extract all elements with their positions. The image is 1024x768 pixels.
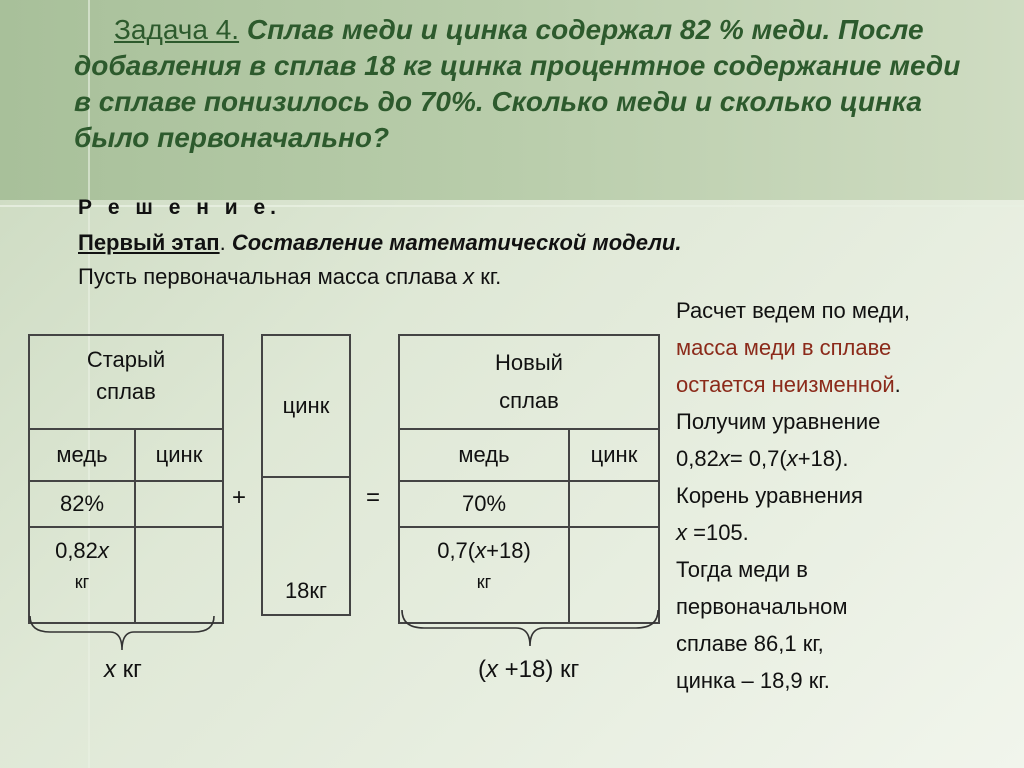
- old-mass-var: x: [97, 538, 109, 563]
- explanation-line-3: остается неизменной: [676, 372, 895, 397]
- new-copper-percent: 70%: [399, 481, 569, 527]
- root-var: x: [676, 520, 687, 545]
- explanation-line-1: Расчет ведем по меди,: [676, 298, 910, 323]
- old-zinc-header: цинк: [135, 429, 223, 481]
- zinc-mass: 18кг: [262, 477, 350, 615]
- old-zinc-mass: [135, 527, 223, 623]
- right-brace-open: (: [478, 656, 486, 683]
- stage-dot: .: [219, 230, 226, 255]
- solution-explanation: [676, 292, 1016, 699]
- eq-var1: x: [718, 446, 730, 471]
- old-copper-mass: [29, 527, 135, 623]
- left-brace-var: x: [104, 656, 116, 683]
- new-alloy-header-1: Новый: [495, 350, 563, 375]
- eq-var2: x: [786, 446, 798, 471]
- explanation-line-2: масса меди в сплаве: [676, 335, 892, 360]
- task-label: Задача 4.: [114, 14, 240, 45]
- new-mass-unit: кг: [476, 572, 492, 592]
- explanation-line-11: цинка – 18,9 кг.: [676, 668, 830, 693]
- explanation-line-10: сплаве 86,1 кг,: [676, 631, 824, 656]
- let-var: x: [463, 264, 475, 289]
- new-zinc-header: цинк: [569, 429, 659, 481]
- right-brace-label: [478, 656, 579, 684]
- new-alloy-table: [398, 334, 660, 624]
- left-brace-unit: кг: [116, 656, 142, 683]
- eq-c: +18).: [797, 446, 849, 471]
- right-brace-rest: +18) кг: [498, 656, 580, 683]
- explanation-line-3-dot: .: [894, 372, 901, 397]
- old-zinc-percent: [135, 481, 223, 527]
- stage-heading: [78, 230, 681, 256]
- old-copper-percent: 82%: [29, 481, 135, 527]
- explanation-line-6: Корень уравнения: [676, 483, 863, 508]
- old-mass-number: 0,82: [55, 538, 98, 563]
- stage-label: Первый этап: [78, 230, 220, 255]
- old-copper-header: медь: [29, 429, 135, 481]
- new-mass-var: x: [475, 538, 487, 563]
- task-text: Сплав меди и цинка содержал 82 % меди. После добавления в сплав 18 кг цинка процентное содержание меди в сплаве понизилось до 70%. Сколько меди и сколько цинка было первоначально?: [74, 14, 961, 153]
- let-prefix: Пусть первоначальная масса сплава: [78, 264, 464, 289]
- old-alloy-header-text: Старый сплав: [86, 347, 166, 404]
- old-alloy-table: [28, 334, 224, 624]
- right-brace-icon: [398, 606, 662, 652]
- old-mass-unit: кг: [74, 572, 90, 592]
- root-line: [676, 514, 1016, 551]
- task-statement: [74, 12, 974, 156]
- new-zinc-percent: [569, 481, 659, 527]
- new-mass-b: +18): [486, 538, 531, 563]
- new-mass-a: 0,7(: [437, 538, 476, 563]
- equals-sign: =: [366, 484, 381, 511]
- left-brace-icon: [26, 612, 218, 656]
- zinc-header: цинк: [262, 335, 350, 477]
- new-alloy-header-2: сплав: [499, 388, 559, 413]
- old-alloy-header: [29, 335, 223, 429]
- equation-line: [676, 440, 1016, 477]
- explanation-line-9: первоначальном: [676, 594, 848, 619]
- let-suffix: кг.: [474, 264, 502, 289]
- right-brace-var: x: [486, 656, 498, 683]
- explanation-line-8: Тогда меди в: [676, 557, 808, 582]
- solution-title: Р е ш е н и е.: [78, 196, 281, 219]
- stage-title: Составление математической модели.: [231, 230, 682, 255]
- root-value: =105.: [687, 520, 749, 545]
- explanation-line-4: Получим уравнение: [676, 409, 881, 434]
- eq-b: = 0,7(: [729, 446, 787, 471]
- let-statement: [78, 264, 501, 290]
- eq-a: 0,82: [676, 446, 719, 471]
- new-copper-header: медь: [399, 429, 569, 481]
- zinc-table: [261, 334, 351, 616]
- plus-sign: +: [232, 484, 247, 511]
- left-brace-label: [104, 656, 142, 684]
- new-alloy-header: [399, 335, 659, 429]
